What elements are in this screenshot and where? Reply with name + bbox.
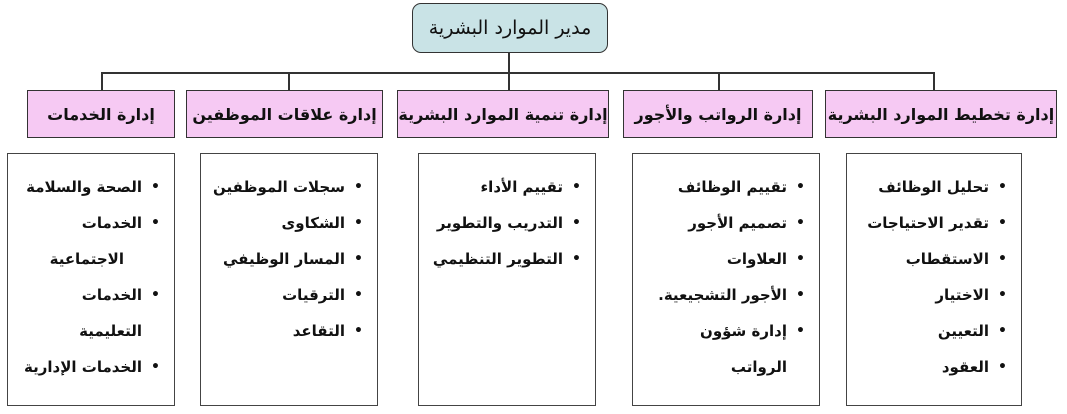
connector-drop-payroll [718,72,720,90]
dept-title: إدارة علاقات الموظفين [192,104,377,124]
list-item: • الاختيار [857,277,1007,313]
list-item-continuation: الرواتب [730,358,787,376]
list-box-services [7,153,175,406]
list-item: • التقاعد [211,313,363,349]
connector-drop-relations [288,72,290,90]
dept-title: إدارة تخطيط الموارد البشرية [827,104,1055,124]
dept-title: إدارة تنمية الموارد البشرية [398,104,608,124]
list-item: • سجلات الموظفين [211,169,363,205]
dept-box-services [27,90,175,138]
connector-drop-planning [933,72,935,90]
list-item: • الصحة والسلامة [18,169,160,205]
list-item: • الأجور التشجيعية. [643,277,805,313]
list-item: • العقود [857,349,1007,385]
list-box-planning [846,153,1022,406]
connector-drop-development [508,72,510,90]
connector-horizontal-bus [101,72,935,74]
list-item: • المسار الوظيفي [211,241,363,277]
list-item: • العلاوات [643,241,805,277]
connector-root-down [508,53,510,73]
list-item: • تقييم الوظائف [643,169,805,205]
list-item: • الخدمات الإدارية [18,349,160,385]
list-item: • إدارة شؤون [643,313,805,349]
list-item: • الخدمات التعليمية [18,277,160,349]
dept-box-payroll [623,90,813,138]
list-item-continuation: الاجتماعية [49,250,124,268]
list-item: • التطوير التنظيمي [429,241,581,277]
list-item: • تقدير الاحتياجات [857,205,1007,241]
list-item: • تصميم الأجور [643,205,805,241]
connector-drop-services [101,72,103,90]
dept-title: إدارة الرواتب والأجور [634,104,802,124]
dept-title: إدارة الخدمات [47,104,155,124]
dept-box-development [397,90,609,138]
list-box-payroll [632,153,820,406]
list-item: • التدريب والتطوير [429,205,581,241]
list-item: • الاستقطاب [857,241,1007,277]
list-item: • التعيين [857,313,1007,349]
dept-box-planning [825,90,1057,138]
list-box-development [418,153,596,406]
list-item: • الخدمات [18,205,160,241]
list-item: • الترقيات [211,277,363,313]
list-item: • الشكاوى [211,205,363,241]
root-title: مدير الموارد البشرية [428,17,592,39]
list-item: • تحليل الوظائف [857,169,1007,205]
dept-box-relations [186,90,383,138]
root-box-hr-manager [412,3,608,53]
list-box-relations [200,153,378,406]
list-item: • تقييم الأداء [429,169,581,205]
